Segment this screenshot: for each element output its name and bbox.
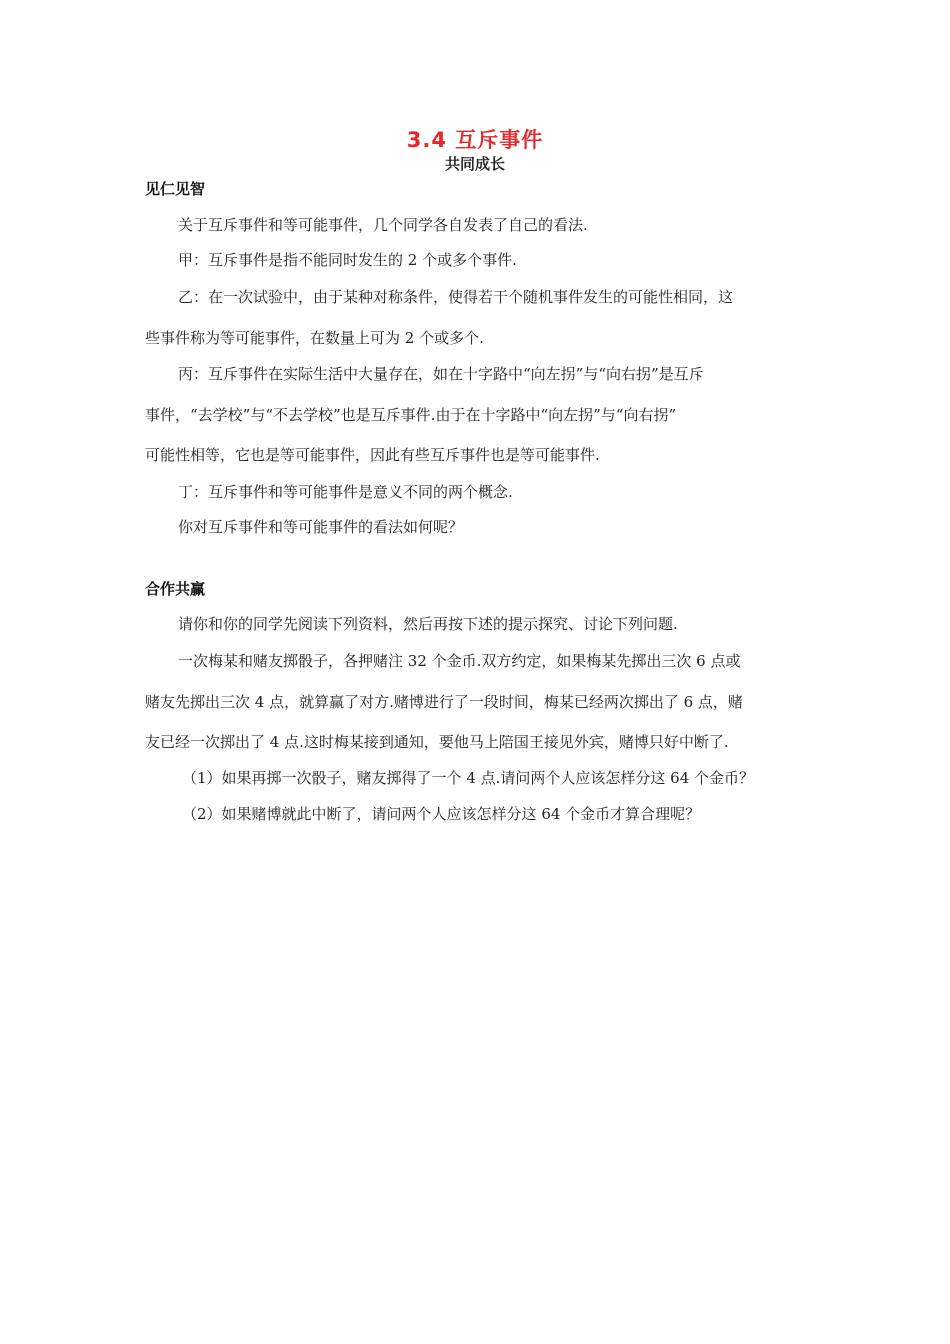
paragraph-line: 丁：互斥事件和等可能事件是意义不同的两个概念. <box>178 483 513 501</box>
paragraph-line: 些事件称为等可能事件，在数量上可为 2 个或多个. <box>145 329 484 347</box>
paragraph-line: 友已经一次掷出了 4 点.这时梅某接到通知，要他马上陪国王接见外宾，赌博只好中断了. <box>145 733 729 751</box>
section-heading-2: 合作共赢 <box>145 580 206 598</box>
paragraph-line: 丙：互斥事件在实际生活中大量存在，如在十字路中“向左拐”与“向右拐”是互斥 <box>178 365 704 383</box>
question-1: （1）如果再掷一次骰子，赌友掷得了一个 4 点.请问两个人应该怎样分这 64 个金币？ <box>182 769 755 787</box>
paragraph-line: 你对互斥事件和等可能事件的看法如何呢？ <box>178 518 464 536</box>
paragraph-line: 甲：互斥事件是指不能同时发生的 2 个或多个事件. <box>178 251 517 269</box>
question-2: （2）如果赌博就此中断了，请问两个人应该怎样分这 64 个金币才算合理呢？ <box>182 805 701 823</box>
paragraph-line: 可能性相等，它也是等可能事件，因此有些互斥事件也是等可能事件. <box>145 446 600 464</box>
paragraph-line: 事件，“去学校”与“不去学校”也是互斥事件.由于在十字路中“向左拐”与“向右拐” <box>145 406 677 424</box>
paragraph-line: 关于互斥事件和等可能事件，几个同学各自发表了自己的看法. <box>178 216 588 234</box>
section-heading-1: 见仁见智 <box>145 180 206 198</box>
paragraph-line: 请你和你的同学先阅读下列资料，然后再按下述的提示探究、讨论下列问题. <box>178 615 678 633</box>
page-title: 3.4 互斥事件 <box>406 128 544 152</box>
paragraph-line: 一次梅某和赌友掷骰子，各押赌注 32 个金币.双方约定，如果梅某先掷出三次 6 点或 <box>178 652 741 670</box>
paragraph-line: 乙：在一次试验中，由于某种对称条件，使得若干个随机事件发生的可能性相同，这 <box>178 288 734 306</box>
paragraph-line: 赌友先掷出三次 4 点，就算赢了对方.赌博进行了一段时间，梅某已经两次掷出了 6 点，赌 <box>145 693 743 711</box>
page-subtitle: 共同成长 <box>444 155 505 173</box>
